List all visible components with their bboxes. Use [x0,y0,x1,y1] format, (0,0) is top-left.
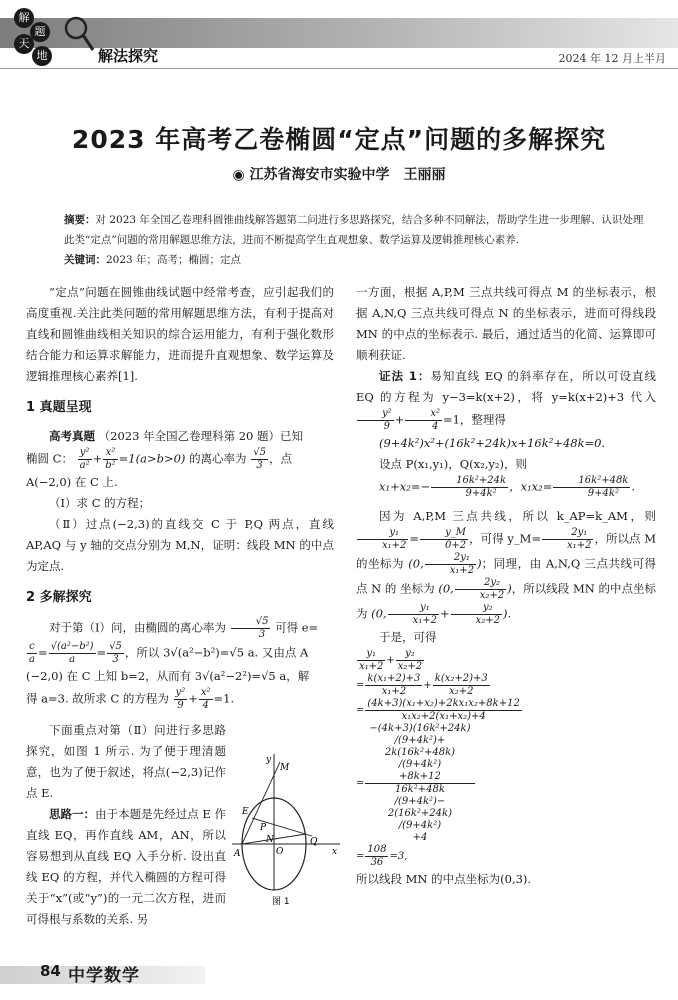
frac-mid-a: $\frac{\text{y₁}}{\text{x₁+2}}$ [388,602,439,627]
solution-1-line-3: (−2,0) 在 C 上知 b=2，从而有 3√(a²−2²)=√5 a，解 [26,669,310,683]
question-1: （Ⅰ）求 C 的方程； [49,496,151,510]
eq3-num2: 16k²+48k [553,475,630,488]
solution-1-line-1 [26,616,334,641]
problem-statement [26,426,334,447]
col-g: ，所以线段 MN 的中点坐标为 [356,581,657,621]
frac-yM: $\frac{y\_M}{0+2}$ [420,527,468,552]
eq3b: ，x₁x₂= [509,479,553,494]
eq3-den1: 9+4k² [465,488,497,499]
frac-y2-9-b: $\frac{\text{y²}}{9}$ [357,408,394,433]
frac-x2-4: $\frac{\text{x²}}{4}$ [200,687,211,711]
equation-points: 设点 P(x₁,y₁)，Q(x₂,y₂)，则 [379,457,527,471]
question-2: （Ⅱ）过点(−2,3)的直线交 C 于 P,Q 两点，直线 AP,AQ 与 y 轴的交点分别为 M,N，证明：线段 MN 的中点为定点. [26,517,334,573]
author-line: ◉ 江苏省海安市实验中学 王丽丽 [232,167,446,183]
idea-text: 由于本题是先经过点 E 作直线 EQ，再作直线 AM，AN，所以容易想到从直线 EQ 入手分析. 设出直线 EQ 的方程，并代入椭圆的方程可得关于“x”(或“y”)的一元二次方程，进而可得根与系数的关系. 另 [26,807,226,926]
journal-name: 中学数学 [68,966,140,986]
derivation: $\frac{\text{y₁}}{\text{x₁+2}}$ + $\frac{\text{y₂}}{\text{x₂+2}}$ = $\frac{\text{k(x₁+2)+3}}{\text{x₁+2}}$ + $\frac{\text{k(x₂+2)+3}}{\text{x₂+2}}$ = $\frac{\text{(4k+3)(x₁+x₂)+2kx₁x₂+8k+12}}{\text{x₁x₂+2(x₁+x₂)+4}}$ = −(4k+3)(16k²+24k) /(9+4k²)+ 2k(16k²+48k) /(9+4k²) +8k+12 16k²+48k /(9+4k²)− 2(16k²+24k) /(9+4k²) +4 = $\frac{108}{36}$ =3, [356,648,520,868]
der-frac-3: $\frac{\text{k(x₁+2)+3}}{\text{x₁+2}}$ [367,673,421,697]
problem-point: A(−2,0) 在 C 上. [26,475,118,489]
col-c: ，可得 y_M= [469,531,542,546]
proof-label: 证法 1： [379,369,431,383]
idea-continuation: 一方面，根据 A,P,M 三点共线可得点 M 的坐标表示，根据 A,N,Q 三点共线可得点 N 的坐标表示，进而可得线段 MN 的中点的坐标表示. 最后，通过适当的化简、运算即可顺利获证. [356,285,656,362]
problem-label: 高考真题 [49,429,95,443]
abstract-label: 摘要： [64,214,96,226]
frac-mid-b: $\frac{\text{y₂}}{\text{x₂+2}}$ [451,602,502,627]
der-num-5: (4k+3)(x₁+x₂)+2kx₁x₂+8k+12 [367,698,520,709]
page-header [0,0,678,76]
equation-quadratic: (9+4k²)x²+(16k²+24k)x+16k²+48k=0. [379,436,606,450]
der-n6c: +8k+12 [398,771,441,782]
keywords-label: 关键词： [64,254,106,266]
header-band [0,18,678,48]
der-frac-4: $\frac{\text{k(x₂+2)+3}}{\text{x₂+2}}$ [434,673,488,697]
s1a: 对于第（Ⅰ）问，由椭圆的离心率为 [49,620,227,635]
der-result: =3, [389,851,408,862]
frac-sum [431,475,508,500]
der-d6b: 2(16k²+24k) [387,808,452,819]
header-rule [0,68,678,69]
frac-sqrt5-3-b: $\frac{√5}{3}$ [231,616,271,641]
keywords-text: 2023 年；高考；椭圆；定点 [106,254,242,266]
fig-label-N: N [266,835,274,845]
col-h: . [507,606,512,621]
s1c: ，所以 3√(a²−b²)=√5 a. 又由点 A [124,645,309,660]
abstract-text: 对 2023 年全国乙卷理科圆锥曲线解答题第二问进行多思路探究，结合多种不同解法，帮助学生进一步理解、认识处理此类“定点”问题的常用解题思维方法，进而不断提高学生直观想象、数学运算及逻辑推理核心素养. [64,214,644,246]
frac-sqrt5-3-c: $\frac{√5}{3}$ [109,641,122,665]
figure-caption: 图 1 [272,897,290,907]
heading-2: 2 多解探究 [26,590,92,605]
problem-ellipse: 椭圆 C： $\frac{\text{y²}}{\text{a²}}$ + $\frac{\text{x²}}{\text{b²}}$ =1(a>b>0) 的离心率为 $\frac{√5}{3}$ ，点 [26,447,292,471]
fig-label-M: M [280,763,290,773]
s1f: =1. [213,691,235,706]
abstract [64,210,648,270]
proof-text: 易知直线 EQ 的斜率存在，所以可设直线 EQ 的方程为 y−3=k(x+2)，将 y=k(x+2)+3 代入 [356,369,656,404]
figure-1 [232,752,342,907]
fig-label-A: A [234,849,241,859]
solution-2-intro: 下面重点对第（Ⅱ）问进行多思路探究，如图 1 所示. 为了便于理清题意，也为了便于叙述，将点(−2,3)记作点 E. [26,723,226,800]
logo-char-2: 题 [30,22,50,42]
collinear-paragraph: 因为 A,P,M 三点共线，所以 k_AP=k_AM，则 $\frac{\text{y₁}}{\text{x₁+2}}$ = $\frac{y\_M}{0+2}$ ，可得 y_M= $\frac{\text{2y₁}}{\text{x₁+2}}$ ，所以点 M 的坐标为 (0, $\frac{\text{2y₁}}{\text{x₁+2}}$ )；同理，由 A,N,Q 三点共线可得点 N 的 坐标为 (0, $\frac{\text{2y₂}}{\text{x₂+2}}$ )，所以线段 MN 的中点坐标为 (0, $\frac{\text{y₁}}{\text{x₁+2}}$ + $\frac{\text{y₂}}{\text{x₂+2}}$ ). [356,509,657,626]
der-frac-5 [365,698,521,723]
fig-label-P: P [260,823,267,833]
frac-y2-a2: $\frac{\text{y²}}{\text{a²}}$ [79,447,90,471]
eq3-den2: 9+4k² [587,488,619,499]
logo-char-1: 解 [14,8,34,28]
intro-paragraph: “定点”问题在圆锥曲线试题中经常考查，应引起我们的高度重视.关注此类问题的常用解题思维方法，有利于提高对直线和圆锥曲线相关知识的综合运用能力，有利于强化数形结合能力和运算求解能力，进而提升直观想象、数学运算及逻辑推理核心素养[1]. [26,285,334,383]
fig-label-y: y [266,755,272,765]
keywords-line [64,250,648,270]
problem-text-a: 椭圆 C： [26,451,73,466]
s1e: 得 a=3. 故所求 C 的方程为 [26,691,169,706]
problem-source: （2023 年全国乙卷理科第 20 题）已知 [98,429,304,443]
der-frac-2: $\frac{\text{y₂}}{\text{x₂+2}}$ [397,648,423,672]
fig-label-O: O [276,847,284,857]
right-column [356,282,656,890]
frac-M-coord: $\frac{\text{2y₁}}{\text{x₁+2}}$ [425,552,476,577]
frac-sqrt5-3: $\frac{√5}{3}$ [253,447,266,471]
section-tag: 解法探究 [98,47,159,65]
frac-c-a: $\frac{c}{a}$ [29,641,35,665]
page-number: 84 [40,962,61,980]
frac-x2-4-b: $\frac{\text{x²}}{4}$ [405,408,442,433]
col-f: 坐标为 [400,581,435,596]
logo-char-3: 天 [14,34,34,54]
conclusion: 所以线段 MN 的中点坐标为(0,3). [356,872,532,886]
col-b: = [409,531,420,546]
logo-char-4: 地 [32,46,52,66]
der-d6a: 16k²+48k [394,784,445,795]
s1b: 可得 e= [275,620,319,635]
idea-1 [26,804,226,930]
frac-N-coord: $\frac{\text{2y₂}}{\text{x₂+2}}$ [455,577,506,602]
solution-1-line-4: 得 a=3. 故所求 C 的方程为 $\frac{\text{y²}}{9}$ + $\frac{\text{x²}}{4}$ =1. [26,687,235,711]
fig-label-E: E [242,807,249,817]
proof-1: 证法 1：易知直线 EQ 的斜率存在，所以可设直线 EQ 的方程为 y−3=k(x+2)，将 y=k(x+2)+3 代入 $\frac{\text{y²}}{9}$ + $\frac{\text{x²}}{4}$ =1，整理得 [356,369,656,432]
der-d6c: +4 [412,832,428,843]
der-n6b: 2k(16k²+48k) [384,747,456,758]
der-frac-7 [365,844,388,869]
then-line: 于是，可得 [379,630,437,644]
der-den-5: x₁x₂+2(x₁+x₂)+4 [401,711,486,722]
issue-date: 2024 年 12 月上半月 [558,52,666,65]
fig-label-Q: Q [310,837,318,847]
col-e: ；同理，由 A,N,Q 三点共线可得点 N 的 [356,556,657,596]
problem-text-b: 的离心率为 [189,451,247,466]
col-d: ，所以点 M 的坐标为 [356,531,656,571]
eq3-num1: 16k²+24k [431,475,508,488]
article-title: 2023 年高考乙卷椭圆“定点”问题的多解探究 [71,125,607,154]
frac-prod [553,475,630,500]
idea-label: 思路一： [49,807,96,821]
frac-y2-9: $\frac{\text{y²}}{9}$ [175,687,186,711]
der-frac-1: $\frac{\text{y₁}}{\text{x₁+2}}$ [359,648,384,672]
abstract-body [64,210,648,250]
frac-2y1: $\frac{\text{2y₁}}{\text{x₁+2}}$ [542,527,593,552]
equation-vieta: x₁+x₂=− $\frac{\text{16k²+24k}}{\text{9+4k²}}$ ，x₁x₂= $\frac{\text{16k²+48k}}{\text{9+4k²}}$ . [379,475,636,499]
der-frac-6: −(4k+3)(16k²+24k) /(9+4k²)+ 2k(16k²+48k) /(9+4k²) +8k+12 16k²+48k /(9+4k²)− 2(16k²+24k) /(9+4k²) +4 [365,723,474,844]
fig-label-x: x [332,847,338,857]
frac-x2-b2: $\frac{\text{x²}}{\text{b²}}$ [105,447,116,471]
heading-1: 1 真题呈现 [26,400,92,415]
der-num-7: 108 [367,844,387,855]
der-n6a: −(4k+3)(16k²+24k) [369,723,471,734]
solution-1-line-2: $\frac{c}{a}$ = $\frac{\text{√(a²−b²)}}{a}$ = $\frac{√5}{3}$ ，所以 3√(a²−b²)=√5 a. 又由点 A [29,641,309,665]
problem-text-c: ，点 [268,451,292,466]
frac-y1: $\frac{\text{y₁}}{\text{x₁+2}}$ [357,527,408,552]
frac-sqrt-a2b2-a: $\frac{\text{√(a²−b²)}}{a}$ [50,641,94,665]
proof-text-b: =1，整理得 [442,412,506,427]
magnifier-leaf-icon [62,14,96,54]
der-den-7: 36 [370,857,384,868]
eq3a: x₁+x₂=− [379,479,431,494]
col-a: 因为 A,P,M 三点共线，所以 k_AP=k_AM，则 [379,509,656,523]
